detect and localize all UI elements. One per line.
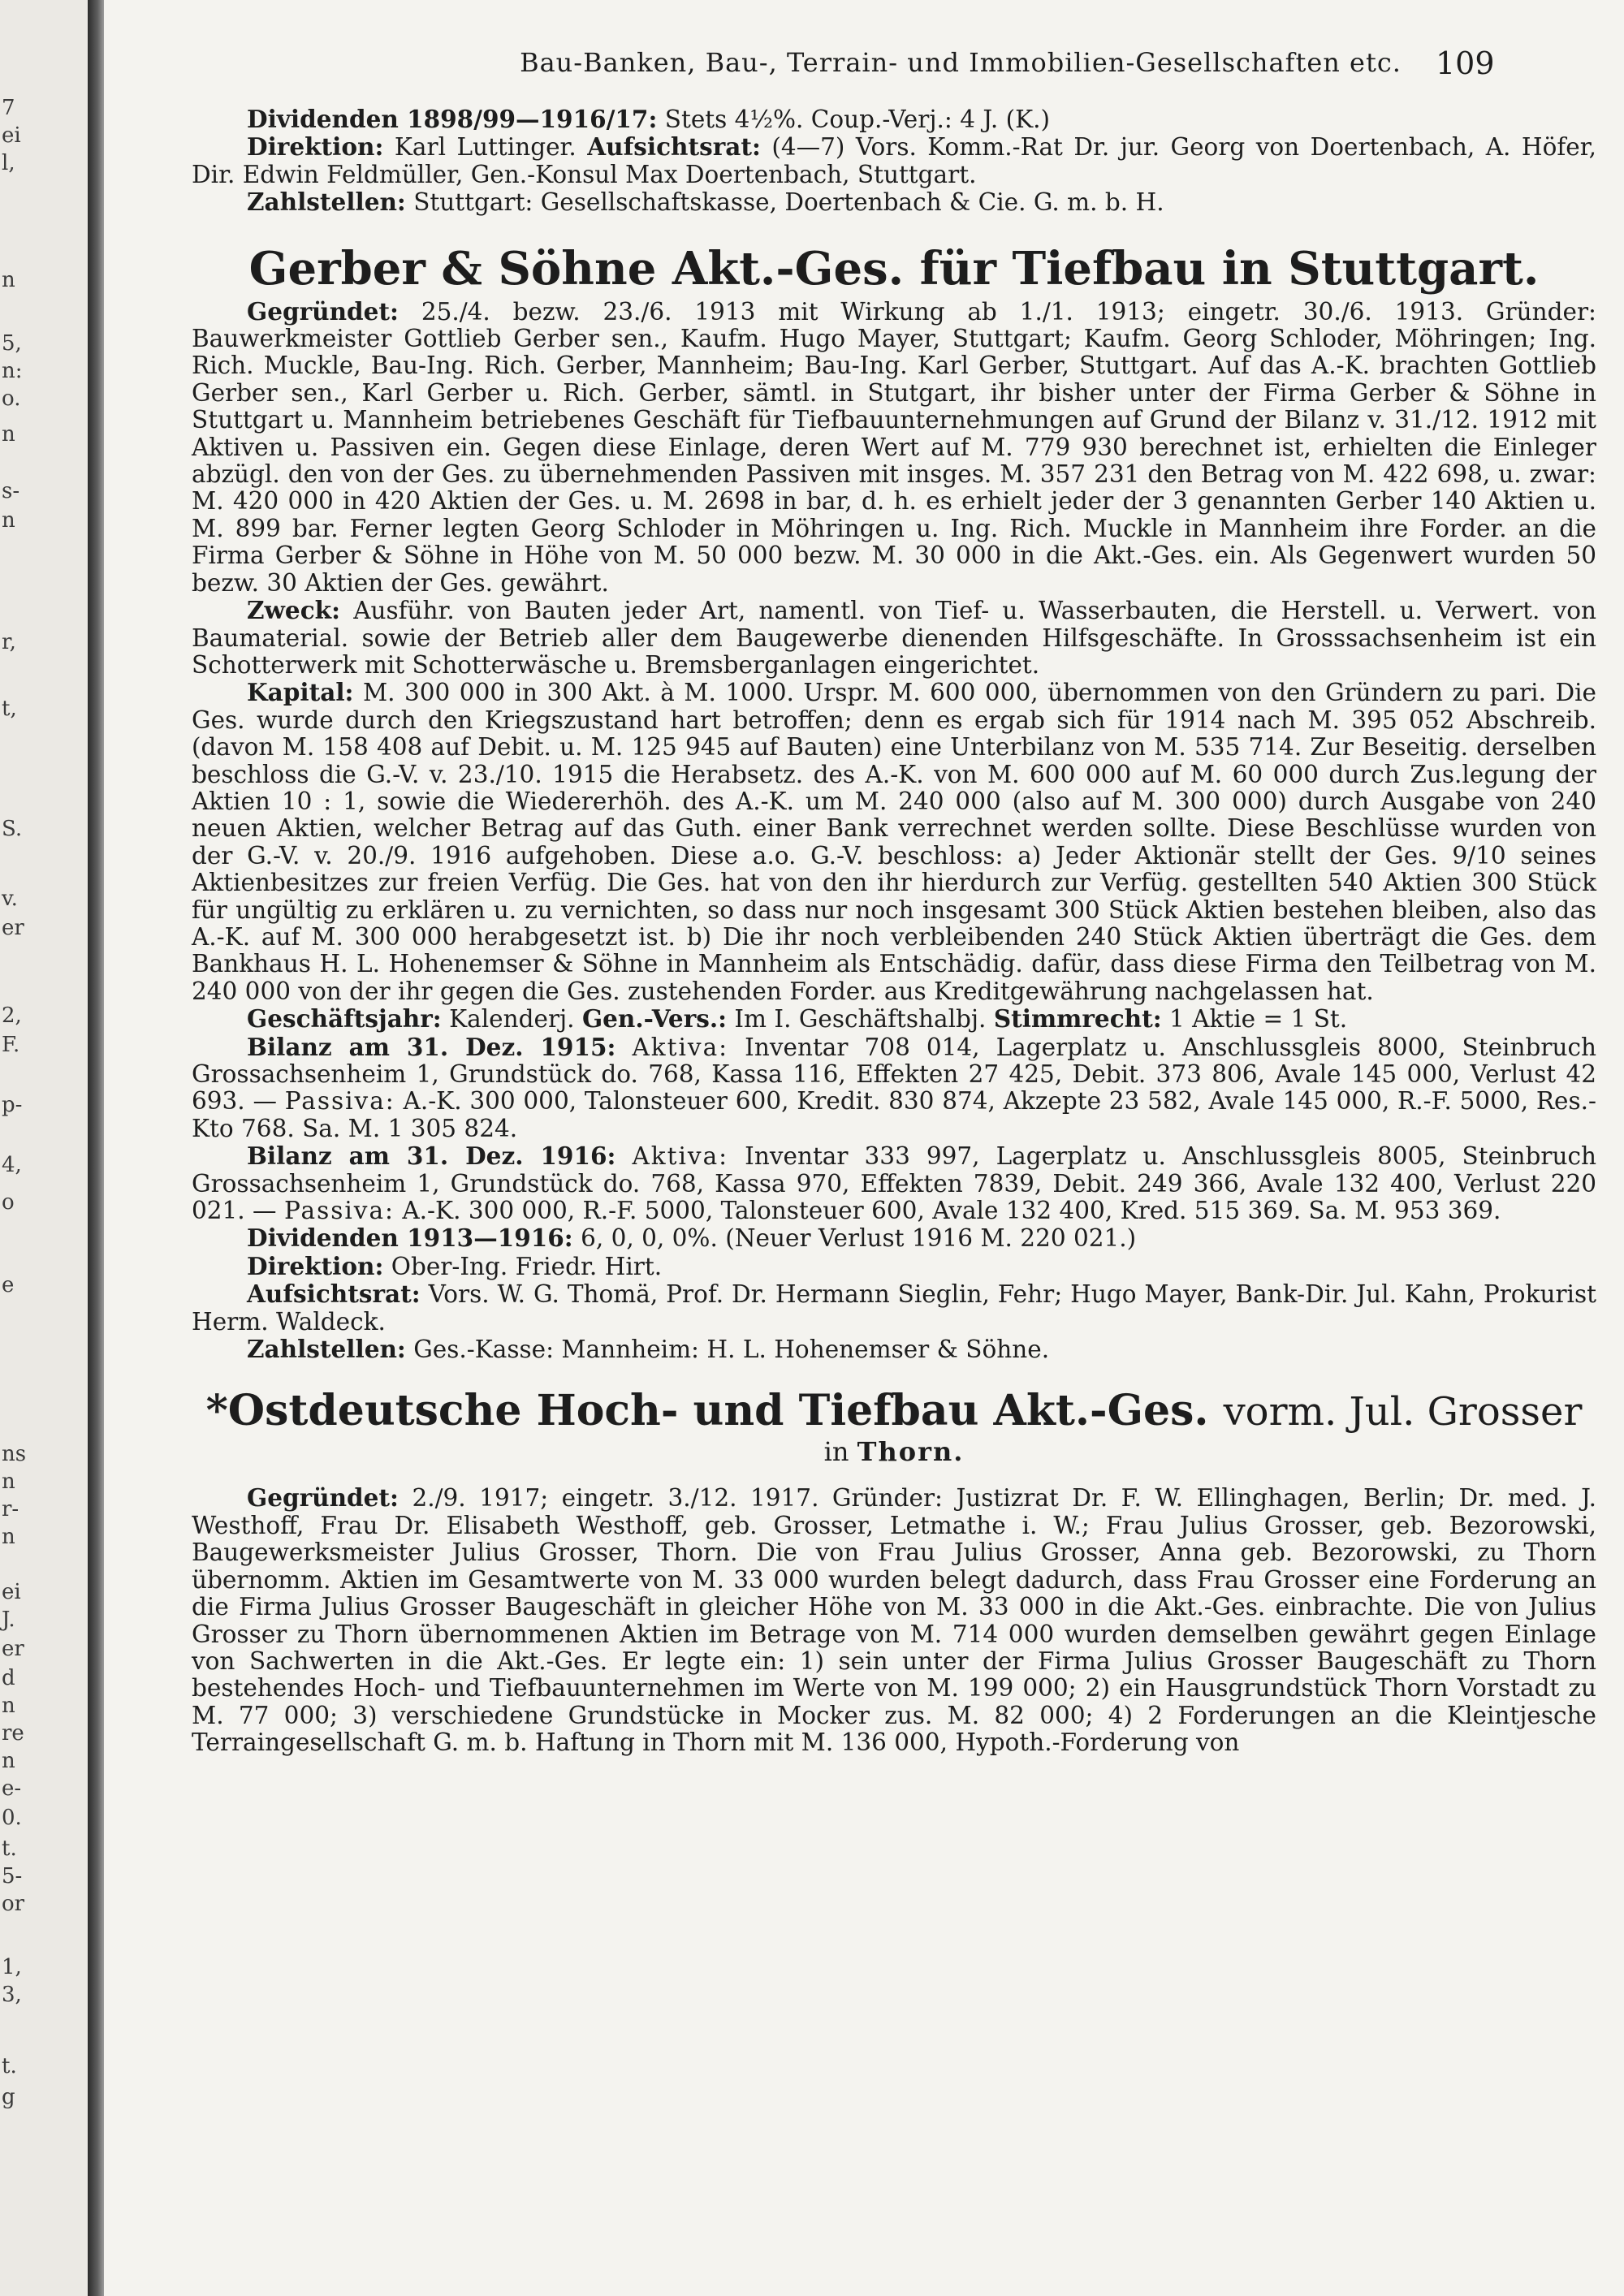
margin-fragment: v.: [2, 887, 18, 911]
previous-entry: [192, 106, 1596, 217]
bilanz-1916: Bilanz am 31. Dez. 1916: Aktiva: Inventar 333 997, Lagerplatz u. Anschlussgleis 8005, Steinbruch Grossachsenheim 1, Grundstück do. 768, Kassa 970, Effekten 7839, Debit. 249 366, Avale 132 400, Verlust 220 021. — Passiva: A.-K. 300 000, R.-F. 5000, Talonsteuer 600, Avale 132 400, Kred. 515 369. Sa. M. 953 369.: [192, 1142, 1596, 1225]
margin-fragment: l,: [2, 151, 15, 175]
margin-fragment: n: [2, 508, 15, 533]
book-spine: [88, 0, 104, 2296]
margin-fragment: 0.: [2, 1806, 22, 1830]
margin-fragment: t,: [2, 697, 17, 721]
margin-fragment: g: [2, 2085, 15, 2109]
entry-ostdeutsche-hoch-tiefbau: [192, 1388, 1596, 1756]
margin-fragment: n: [2, 1749, 15, 1773]
margin-fragment: ns: [2, 1442, 27, 1466]
margin-fragment: r-: [2, 1497, 19, 1521]
margin-fragment: er: [2, 1637, 24, 1661]
page: [104, 0, 1624, 2296]
dividenden-line: Dividenden 1913—1916: 6, 0, 0, 0%. (Neuer Verlust 1916 M. 220 021.): [247, 1224, 1137, 1253]
margin-fragment: t.: [2, 1836, 17, 1861]
page-content: [192, 106, 1596, 1757]
margin-fragment: o.: [2, 386, 21, 411]
margin-fragment: ei: [2, 123, 21, 148]
margin-fragment: 3,: [2, 1983, 22, 2007]
margin-fragment: ei: [2, 1580, 21, 1604]
prev-direktion-aufsichtsrat: Direktion: Karl Luttinger. Aufsichtsrat: (4—7) Vors. Komm.-Rat Dr. jur. Georg von Doertenbach, A. Höfer, Dir. Edwin Feldmüller, Gen.-Konsul Max Doertenbach, Stuttgart.: [192, 132, 1596, 188]
gegruendet-paragraph: Gegründet: 25./4. bezw. 23./6. 1913 mit Wirkung ab 1./1. 1913; eingetr. 30./6. 1913. Gründer: Bauwerkmeister Gottlieb Gerber sen., Kaufm. Hugo Mayer, Stuttgart; Kaufm. Georg Schloder, Möhringen; Ing. Rich. Muckle, Bau-Ing. Rich. Gerber, Mannheim; Bau-Ing. Karl Gerber, Stuttgart. Auf das A.-K. brachten Gottlieb Gerber sen., Karl Gerber u. Rich. Gerber, sämtl. in Stutgart, ihr bisher unter der Firma Gerber & Söhne in Stuttgart u. Mannheim betriebenes Geschäft für Tiefbauunternehmungen auf Grund der Bilanz v. 31./12. 1912 mit Aktiven u. Passiven ein. Gegen diese Einlage, deren Wert auf M. 779 930 berechnet ist, erhielten die Einleger abzügl. den von der Ges. zu übernehmenden Passiven mit insges. M. 357 231 den Betrag von M. 422 698, u. zwar: M. 420 000 in 420 Aktien der Ges. u. M. 2698 in bar, d. h. es erhielt jeder der 3 genannten Gerber 140 Aktien u. M. 899 bar. Ferner legten Georg Schloder in Möhringen u. Ing. Rich. Muckle in Mannheim ihre Forder. an die Firma Gerber & Söhne in Höhe von M. 50 000 bezw. M. 30 000 in die Akt.-Ges. ein. Als Gegenwert wurden 50 bezw. 30 Aktien der Ges. gewährt.: [192, 296, 1596, 597]
margin-fragment: 5,: [2, 331, 22, 356]
margin-fragment: n: [2, 1525, 15, 1549]
margin-fragment: n: [2, 422, 15, 447]
margin-fragment: n: [2, 1694, 15, 1718]
page-number: 109: [1436, 45, 1495, 81]
margin-fragment: or: [2, 1892, 25, 1916]
aufsichtsrat-paragraph: Aufsichtsrat: Vors. W. G. Thomä, Prof. Dr. Hermann Sieglin, Fehr; Hugo Mayer, Bank-Dir. Jul. Kahn, Prokurist Herm. Waldeck.: [192, 1280, 1596, 1336]
prev-dividenden: Dividenden 1898/99—1916/17: Stets 4½%. Coup.-Verj.: 4 J. (K.): [247, 105, 1051, 133]
entry-title: Gerber & Söhne Akt.-Ges. für Tiefbau in Stuttgart.: [248, 241, 1540, 296]
margin-fragment: 2,: [2, 1003, 22, 1028]
margin-fragment: r,: [2, 630, 16, 654]
margin-fragment: 7: [2, 96, 15, 120]
margin-fragment: n: [2, 268, 15, 292]
kapital-paragraph: Kapital: M. 300 000 in 300 Akt. à M. 1000. Urspr. M. 600 000, übernommen von den Gründern zu pari. Die Ges. wurde durch den Kriegszustand hart betroffen; denn es ergab sich für 1914 nach M. 395 052 Abschreib. (davon M. 158 408 auf Debit. u. M. 125 945 auf Bauten) eine Unterbilanz von M. 535 714. Zur Beseitig. derselben beschloss die G.-V. v. 23./10. 1915 die Herabsetz. des A.-K. von M. 600 000 auf M. 60 000 durch Zus.legung der Aktien 10 : 1, sowie die Wiedererhöh. des A.-K. um M. 240 000 (also auf M. 300 000) durch Ausgabe von 240 neuen Aktien, welcher Betrag auf das Guth. einer Bank verrechnet werden sollte. Diese Beschlüsse wurden von der G.-V. v. 20./9. 1916 aufgehoben. Diese a.o. G.-V. beschloss: a) Jeder Aktionär stellt der Ges. 9/10 seines Aktienbesitzes zur freien Verfüg. Die Ges. hat von den ihr hierdurch zur Verfüg. gestellten 540 Aktien 300 Stück für ungültig zu erklären u. zu vernichten, so dass nur noch insgesamt 300 Stück Aktien bestehen bleiben, also das A.-K. auf M. 300 000 herabgesetzt ist. b) Die ihr noch verbleibenden 240 Stück Aktien überträgt die Ges. dem Bankhaus H. L. Hohenemser & Söhne in Mannheim als Entschädig. dafür, dass diese Firma den Teilbetrag von M. 240 000 von der ihr gegen die Ges. zustehenden Forder. aus Kreditgewährung nachgelassen hat.: [192, 678, 1596, 1005]
margin-fragment: e: [2, 1273, 15, 1297]
entry-gerber-soehne: [192, 243, 1596, 1364]
prev-zahlstellen: Zahlstellen: Stuttgart: Gesellschaftskasse, Doertenbach & Cie. G. m. b. H.: [247, 188, 1164, 217]
zahlstellen-line: Zahlstellen: Ges.-Kasse: Mannheim: H. L. Hohenemser & Söhne.: [247, 1335, 1050, 1364]
margin-fragment: o: [2, 1190, 15, 1215]
margin-fragment: 5-: [2, 1864, 23, 1888]
margin-fragment: n: [2, 1470, 15, 1494]
margin-fragment: p-: [2, 1093, 23, 1117]
margin-fragment: n:: [2, 359, 23, 383]
zweck-paragraph: Zweck: Ausführ. von Bauten jeder Art, namentl. von Tief- u. Wasserbauten, die Herstell. u. Verwert. von Baumaterial. sowie der Betrieb aller dem Baugewerbe dienenden Hilfsgeschäfte. In Grosssachsenheim ist ein Schotterwerk mit Schotterwäsche u. Bremsberganlagen eingerichtet.: [192, 596, 1596, 679]
margin-fragment: re: [2, 1721, 24, 1746]
direktion-line: Direktion: Ober-Ing. Friedr. Hirt.: [247, 1251, 663, 1280]
running-header: Bau-Banken, Bau-, Terrain- und Immobilien-Gesellschaften etc.: [520, 47, 1402, 78]
entry-location: in Thorn.: [823, 1436, 965, 1468]
margin-fragment: t.: [2, 2054, 17, 2078]
geschaeftsjahr-line: Geschäftsjahr: Kalenderj. Gen.-Vers.: Im I. Geschäftshalbj. Stimmrecht: 1 Aktie = 1 St.: [247, 1004, 1348, 1034]
margin-fragment: er: [2, 916, 24, 940]
margin-fragment: e-: [2, 1776, 22, 1801]
gegruendet-paragraph: Gegründet: 2./9. 1917; eingetr. 3./12. 1917. Gründer: Justizrat Dr. F. W. Ellinghagen, Berlin; Dr. med. J. Westhoff, Frau Dr. Elisabeth Westhoff, geb. Grosser, Letmathe i. W.; Frau Julius Grosser, geb. Bezorowski, Baugewerksmeister Julius Grosser, Thorn. Die von Frau Julius Grosser, Anna geb. Bezorowski, zu Thorn übernomm. Aktien im Gesamtwerte von M. 33 000 wurden belegt dadurch, dass Frau Grosser eine Forderung an die Firma Julius Grosser Baugeschäft in gleicher Höhe von M. 33 000 in die Akt.-Ges. einbrachte. Die von Julius Grosser zu Thorn übernommenen Aktien im Betrage von M. 714 000 wurden demselben gewährt gegen Einlage von Sachwerten in die Akt.-Ges. Er legte ein: 1) sein unter der Firma Julius Grosser Baugeschäft zu Thorn bestehendes Hoch- und Tiefbauunternehmen im Werte von M. 199 000; 2) ein Hausgrundstück Thorn Vorstadt zu M. 77 000; 3) verschiedene Grundstücke in Mocker zus. M. 82 000; 4) 2 Forderungen an die Kleintjesche Terraingesellschaft G. m. b. Haftung in Thorn mit M. 136 000, Hypoth.-Forderung von: [192, 1483, 1596, 1757]
margin-fragment: S.: [2, 817, 23, 841]
bilanz-1915: Bilanz am 31. Dez. 1915: Aktiva: Inventar 708 014, Lagerplatz u. Anschlussgleis 8000, Steinbruch Grossachsenheim 1, Grundstück do. 768, Kassa 116, Effekten 27 425, Debit. 373 806, Avale 145 000, Verlust 42 693. — Passiva: A.-K. 300 000, Talonsteuer 600, Kredit. 830 874, Akzepte 23 582, Avale 145 000, R.-F. 5000, Res.-Kto 768. Sa. M. 1 305 824.: [192, 1032, 1596, 1142]
margin-fragment: 1,: [2, 1955, 22, 1979]
adjacent-page-margin: [0, 0, 88, 2296]
margin-fragment: d: [2, 1666, 15, 1690]
margin-fragment: F.: [2, 1033, 20, 1057]
margin-fragment: 4,: [2, 1153, 22, 1177]
entry-title: *Ostdeutsche Hoch- und Tiefbau Akt.-Ges. vorm. Jul. Grosser: [205, 1386, 1583, 1436]
margin-fragment: s-: [2, 479, 20, 503]
margin-fragment: J.: [2, 1608, 15, 1632]
